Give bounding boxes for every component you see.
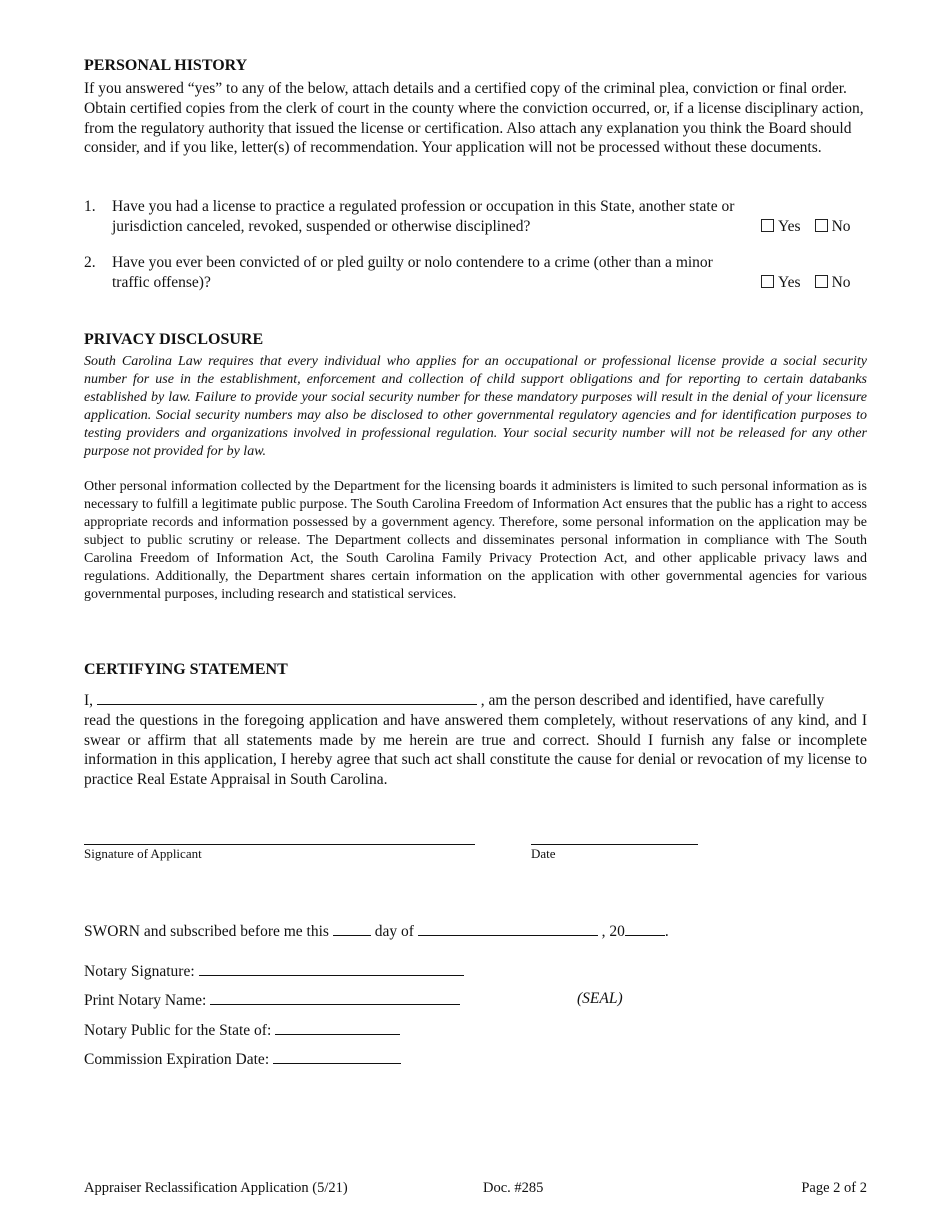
sworn-day-field[interactable] (333, 921, 371, 936)
checkbox-icon (761, 275, 774, 288)
seal-label: (SEAL) (577, 990, 623, 1007)
applicant-signature-label: Signature of Applicant (84, 846, 202, 861)
question-2-no-checkbox[interactable] (815, 273, 851, 293)
question-2 (84, 253, 867, 293)
footer-doc-number: Doc. #285 (483, 1180, 544, 1196)
notary-print-name-field[interactable] (210, 990, 460, 1005)
privacy-italic-paragraph: South Carolina Law requires that every individual who applies for an occupational or professional license provide a social security number for use in the establishment, enforcement and collection of child support obligations and for reporting to certain databanks established by law. Failure to provide your social security number for these mandatory purposes will result in the denial of your licensure application. Social security numbers may also be disclosed to other governmental regulatory agencies and for identification purposes to testing providers and organizations involved in professional regulation. Your social security number will not be released for any other purpose not provided for by law. (84, 354, 867, 459)
question-1-options (761, 217, 851, 237)
privacy-heading: PRIVACY DISCLOSURE (84, 331, 264, 348)
document-page (84, 0, 867, 1230)
checkbox-icon (761, 219, 774, 232)
certifying-statement (84, 690, 867, 790)
question-1-no-checkbox[interactable] (815, 217, 851, 237)
certifying-heading: CERTIFYING STATEMENT (84, 661, 288, 678)
commission-expiration-row (84, 1049, 401, 1069)
footer-page-number: Page 2 of 2 (801, 1180, 867, 1196)
question-1-yes-label: Yes (778, 218, 801, 236)
sworn-year-field[interactable] (625, 921, 665, 936)
sworn-month-field[interactable] (418, 921, 598, 936)
question-1-yes-checkbox[interactable] (761, 217, 801, 237)
question-2-no-label: No (831, 274, 851, 292)
notary-signature-label: Notary Signature: (84, 963, 195, 980)
sworn-day-label: day of (374, 923, 414, 940)
certifying-prefix: I, (84, 692, 94, 709)
footer-form-title: Appraiser Reclassification Application (5/21) (84, 1180, 348, 1196)
notary-print-name-label: Print Notary Name: (84, 992, 207, 1009)
commission-expiration-field[interactable] (273, 1049, 401, 1064)
question-2-text: Have you ever been convicted of or pled guilty or nolo contendere to a crime (other than a minor traffic offense)? (112, 254, 713, 291)
notary-state-row (84, 1020, 400, 1040)
question-1-no-label: No (831, 218, 851, 236)
notary-print-name-row (84, 990, 460, 1010)
sworn-end: . (664, 923, 669, 940)
question-2-options (761, 273, 851, 293)
question-2-yes-checkbox[interactable] (761, 273, 801, 293)
personal-history-heading: PERSONAL HISTORY (84, 57, 248, 74)
question-1 (84, 197, 867, 237)
notary-state-field[interactable] (275, 1020, 400, 1035)
checkbox-icon (815, 275, 828, 288)
question-1-number: 1. (84, 198, 96, 215)
sworn-prefix: SWORN and subscribed before me this (84, 923, 329, 940)
sworn-statement (84, 921, 669, 941)
certifying-first-line-rest: , am the person described and identified, have carefully (480, 692, 825, 709)
question-1-text: Have you had a license to practice a regulated profession or occupation in this State, another state or jurisdiction canceled, revoked, suspended or otherwise disciplined? (112, 198, 735, 235)
question-2-number: 2. (84, 254, 96, 271)
applicant-signature-line[interactable] (84, 844, 475, 845)
date-label: Date (531, 846, 556, 861)
notary-state-label: Notary Public for the State of: (84, 1022, 272, 1039)
certifying-body: read the questions in the foregoing application and have answered them completely, without reservations of any kind, and I swear or affirm that all statements made by me herein are true and correct. Should I furnish any false or incomplete information in this application, I hereby agree that such act shall constitute the cause for denial or revocation of my license to practice Real Estate Appraisal in South Carolina. (84, 711, 867, 789)
checkbox-icon (815, 219, 828, 232)
sworn-year-label: , 20 (601, 923, 625, 940)
commission-expiration-label: Commission Expiration Date: (84, 1051, 270, 1068)
applicant-name-field[interactable] (97, 690, 477, 705)
notary-signature-row (84, 961, 464, 981)
question-2-yes-label: Yes (778, 274, 801, 292)
notary-signature-field[interactable] (199, 961, 464, 976)
personal-history-intro: If you answered “yes” to any of the below, attach details and a certified copy of the criminal plea, conviction or final order. Obtain certified copies from the clerk of court in the county where the conviction occurred, or, if a license disciplinary action, from the regulatory authority that issued the license or certification. Also attach any explanation you think the Board should consider, and if you like, letter(s) of recommendation. Your application will not be processed without these documents. (84, 80, 864, 157)
privacy-paragraph: Other personal information collected by the Department for the licensing boards it administers is limited to such personal information as is necessary to fulfill a legitimate public purpose. The South Carolina Freedom of Information Act ensures that the public has a right to access appropriate records and information possessed by a government agency. Therefore, some personal information on the application may be subject to public scrutiny or release. The Department collects and disseminates personal information in compliance with The South Carolina Freedom of Information Act, the South Carolina Family Privacy Protection Act, and other applicable privacy laws and regulations. Additionally, the Department shares certain information on the application with other governmental agencies for various governmental purposes, including research and statistical services. (84, 479, 867, 602)
date-line[interactable] (531, 844, 698, 845)
certifying-first-line (84, 690, 867, 711)
